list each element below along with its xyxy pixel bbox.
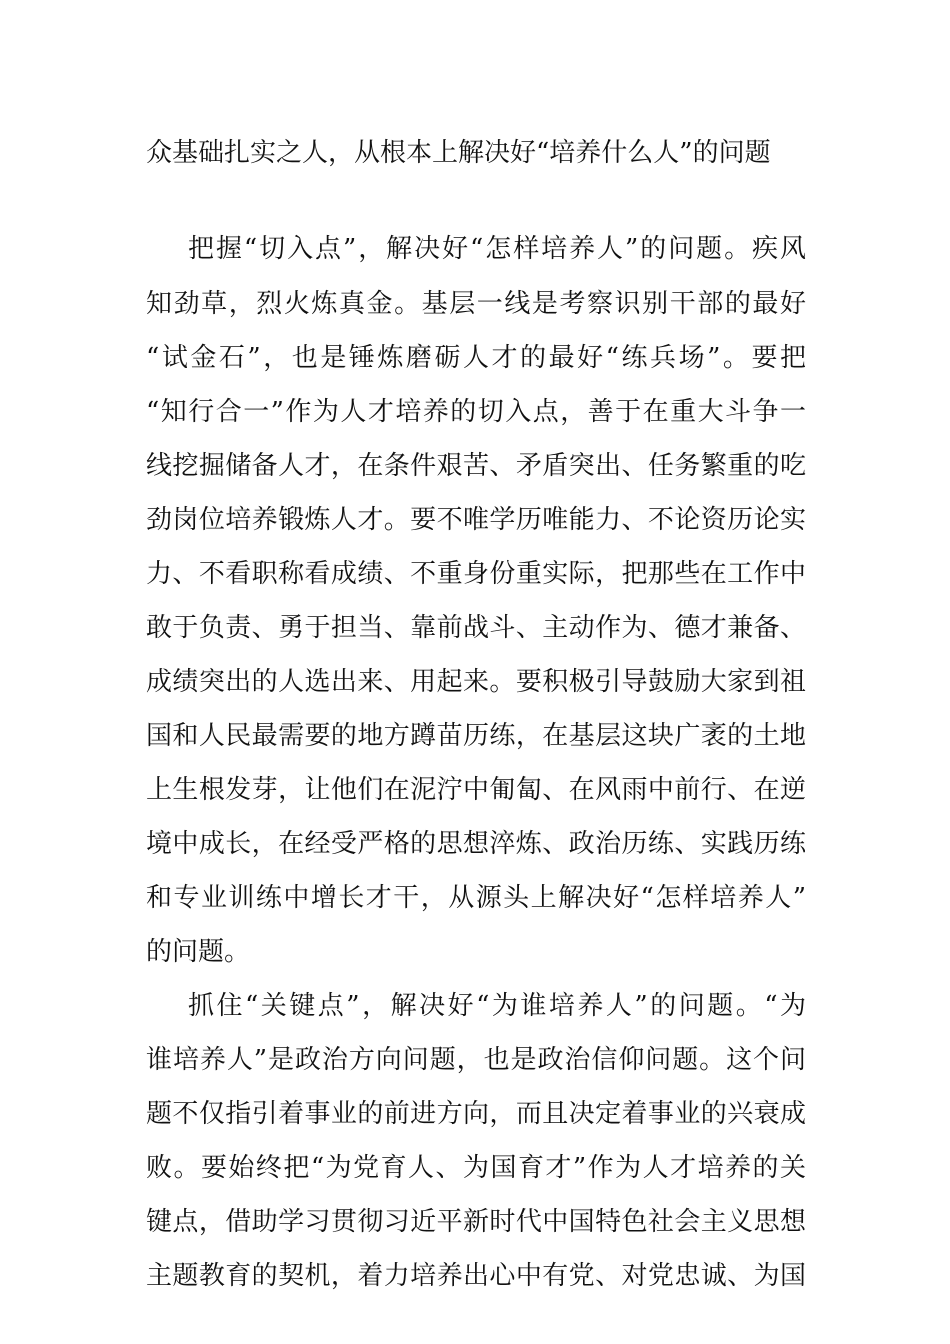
paragraph-line: 的问题。 [146,937,251,967]
paragraph-line: “试金石”，也是锤炼磨砺人才的最好“练兵场”。要把 [146,343,806,373]
paragraph-line: 把握“切入点”，解决好“怎样培养人”的问题。疾风 [188,234,806,264]
paragraph-line: 上生根发芽，让他们在泥泞中匍匐、在风雨中前行、在逆 [146,775,806,805]
paragraph-line: 知劲草，烈火炼真金。基层一线是考察识别干部的最好 [146,289,806,319]
paragraph-line: 主题教育的契机，着力培养出心中有党、对党忠诚、为国 [146,1261,806,1291]
paragraph-line: 成绩突出的人选出来、用起来。要积极引导鼓励大家到祖 [146,667,806,697]
paragraph-line: 劲岗位培养锻炼人才。要不唯学历唯能力、不论资历论实 [146,505,806,535]
paragraph-line: 国和人民最需要的地方蹲苗历练，在基层这块广袤的土地 [146,721,806,751]
paragraph-line: 键点，借助学习贯彻习近平新时代中国特色社会主义思想 [146,1207,806,1237]
paragraph-line: 败。要始终把“为党育人、为国育才”作为人才培养的关 [146,1153,806,1183]
paragraph-line: 抓住“关键点”，解决好“为谁培养人”的问题。“为 [188,991,806,1021]
paragraph-line: “知行合一”作为人才培养的切入点，善于在重大斗争一 [146,397,806,427]
paragraph-line: 敢于负责、勇于担当、靠前战斗、主动作为、德才兼备、 [146,613,806,643]
paragraph-fragment-line: 众基础扎实之人，从根本上解决好“培养什么人”的问题 [146,138,771,168]
paragraph-line: 题不仅指引着事业的前进方向，而且决定着事业的兴衰成 [146,1099,806,1129]
paragraph-line: 境中成长，在经受严格的思想淬炼、政治历练、实践历练 [146,829,806,859]
paragraph-line: 力、不看职称看成绩、不重身份重实际，把那些在工作中 [146,559,806,589]
paragraph-line: 线挖掘储备人才，在条件艰苦、矛盾突出、任务繁重的吃 [146,451,806,481]
paragraph-line: 和专业训练中增长才干，从源头上解决好“怎样培养人” [146,883,806,913]
paragraph-line: 谁培养人”是政治方向问题，也是政治信仰问题。这个问 [146,1045,806,1075]
